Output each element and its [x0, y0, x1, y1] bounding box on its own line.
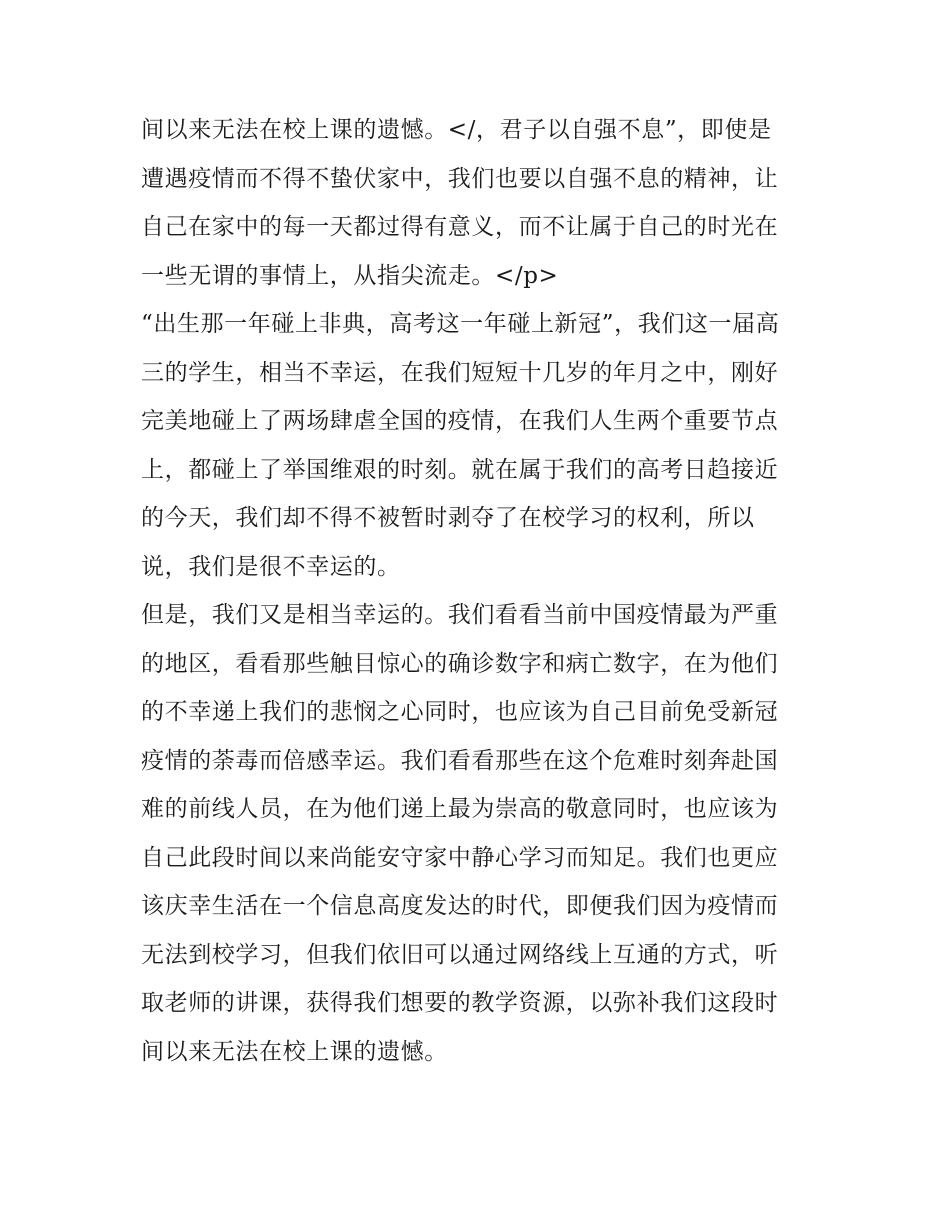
text-line-4: 一些无谓的事情上，从指尖流走。</p>	[141, 262, 559, 289]
text-line-14: 疫情的荼毒而倍感幸运。我们看看那些在这个危难时刻奔赴国	[141, 747, 779, 774]
text-line-17: 该庆幸生活在一个信息高度发达的时代，即便我们因为疫情而	[141, 893, 779, 919]
body-text	[141, 106, 821, 1076]
text-line-12: 的地区，看看那些触目惊心的确诊数字和病亡数字，在为他们	[141, 650, 779, 677]
text-line-13: 的不幸递上我们的悲悯之心同时，也应该为自己目前免受新冠	[141, 699, 779, 725]
text-line-20: 间以来无法在校上课的遗憾。	[141, 1038, 448, 1065]
text-line-2: 遭遇疫情而不得不蛰伏家中，我们也要以自强不息的精神，让	[141, 165, 779, 192]
text-line-18: 无法到校学习，但我们依旧可以通过网络线上互通的方式，听	[141, 941, 779, 968]
text-line-7: 完美地碰上了两场肆虐全国的疫情，在我们人生两个重要节点	[141, 408, 779, 434]
text-line-5: “出生那一年碰上非典，高考这一年碰上新冠”，我们这一届高	[141, 311, 780, 337]
text-line-9: 的今天，我们却不得不被暂时剥夺了在校学习的权利，所以	[141, 505, 755, 531]
text-line-11: 但是，我们又是相当幸运的。我们看看当前中国疫情最为严重	[141, 602, 779, 628]
text-line-10: 说，我们是很不幸运的。	[141, 553, 401, 580]
text-line-6: 三的学生，相当不幸运，在我们短短十几岁的年月之中，刚好	[141, 359, 779, 386]
text-line-3: 自己在家中的每一天都过得有意义，而不让属于自己的时光在	[141, 214, 779, 240]
text-line-15: 难的前线人员，在为他们递上最为崇高的敬意同时，也应该为	[141, 796, 779, 822]
text-line-16: 自己此段时间以来尚能安守家中静心学习而知足。我们也更应	[141, 844, 779, 871]
text-line-19: 取老师的讲课，获得我们想要的教学资源，以弥补我们这段时	[141, 990, 779, 1016]
text-line-8: 上，都碰上了举国维艰的时刻。就在属于我们的高考日趋接近	[141, 456, 779, 483]
text-line-1: 间以来无法在校上课的遗憾。</，君子以自强不息”，即使是	[141, 117, 772, 143]
